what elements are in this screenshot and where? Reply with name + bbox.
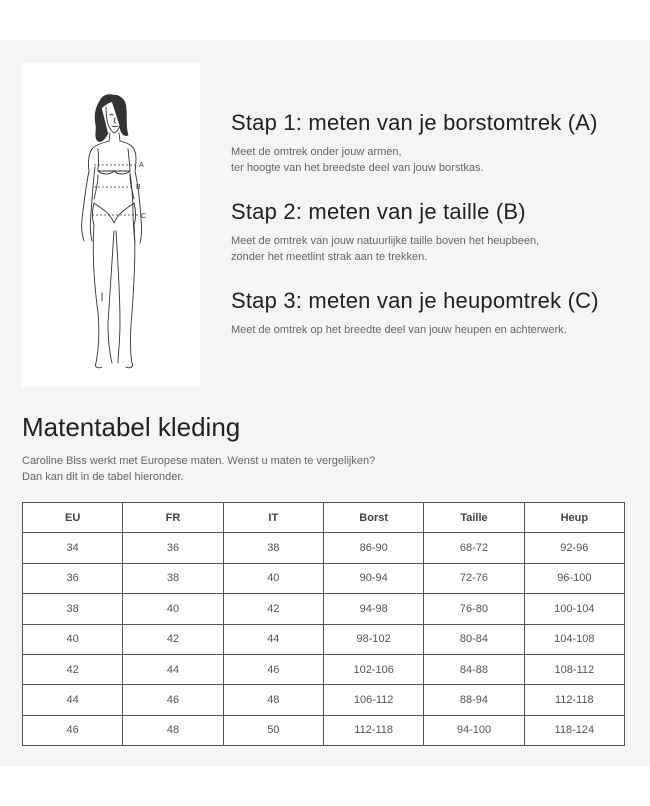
table-cell: 92-96 bbox=[524, 533, 624, 563]
table-row bbox=[23, 594, 625, 624]
step-description-line: Meet de omtrek op het breedte deel van jouw heupen en achterwerk. bbox=[231, 324, 567, 336]
table-cell: 40 bbox=[23, 624, 123, 654]
table-cell: 108-112 bbox=[524, 654, 624, 684]
table-cell: 42 bbox=[223, 594, 323, 624]
table-cell: 76-80 bbox=[424, 594, 524, 624]
table-cell: 34 bbox=[23, 533, 123, 563]
table-cell: 46 bbox=[123, 685, 223, 715]
table-cell: 86-90 bbox=[323, 533, 423, 563]
step-description bbox=[231, 144, 631, 176]
table-cell: 72-76 bbox=[424, 563, 524, 593]
table-row bbox=[23, 715, 625, 745]
table-cell: 44 bbox=[123, 654, 223, 684]
table-cell: 98-102 bbox=[323, 624, 423, 654]
table-cell: 48 bbox=[223, 685, 323, 715]
step-title: Stap 3: meten van je heupomtrek (C) bbox=[231, 288, 599, 313]
table-cell: 106-112 bbox=[323, 685, 423, 715]
table-cell: 94-98 bbox=[323, 594, 423, 624]
table-cell: 46 bbox=[23, 715, 123, 745]
table-cell: 94-100 bbox=[424, 715, 524, 745]
intro-line: Dan kan dit in de tabel hieronder. bbox=[22, 471, 184, 483]
table-cell: 112-118 bbox=[524, 685, 624, 715]
table-cell: 112-118 bbox=[323, 715, 423, 745]
step-description-line: Meet de omtrek van jouw natuurlijke taille boven het heupbeen, bbox=[231, 235, 540, 247]
step-hips bbox=[231, 288, 631, 338]
step-waist bbox=[231, 199, 631, 265]
header-it: IT bbox=[223, 503, 323, 533]
table-row bbox=[23, 563, 625, 593]
body-outline-illustration bbox=[22, 63, 200, 387]
measure-label-b: B bbox=[136, 184, 141, 191]
step-title: Stap 2: meten van je taille (B) bbox=[231, 199, 526, 224]
table-row bbox=[23, 624, 625, 654]
table-row bbox=[23, 685, 625, 715]
step-title: Stap 1: meten van je borstomtrek (A) bbox=[231, 110, 598, 135]
table-header-row bbox=[23, 503, 625, 533]
table-row bbox=[23, 533, 625, 563]
step-bust bbox=[231, 110, 631, 176]
table-cell: 42 bbox=[123, 624, 223, 654]
step-description bbox=[231, 322, 631, 338]
table-cell: 46 bbox=[223, 654, 323, 684]
step-description-line: Meet de omtrek onder jouw armen, bbox=[231, 146, 402, 158]
table-cell: 44 bbox=[23, 685, 123, 715]
table-cell: 118-124 bbox=[524, 715, 624, 745]
header-heup: Heup bbox=[524, 503, 624, 533]
header-eu: EU bbox=[23, 503, 123, 533]
table-cell: 38 bbox=[23, 594, 123, 624]
measure-label-a: A bbox=[139, 162, 144, 169]
step-description bbox=[231, 233, 631, 265]
table-cell: 80-84 bbox=[424, 624, 524, 654]
size-table-title: Matentabel kleding bbox=[22, 412, 241, 442]
table-cell: 88-94 bbox=[424, 685, 524, 715]
table-cell: 50 bbox=[223, 715, 323, 745]
intro-line: Caroline Biss werkt met Europese maten. Wenst u maten te vergelijken? bbox=[22, 455, 376, 467]
measurement-figure bbox=[22, 63, 200, 387]
size-table-intro bbox=[22, 453, 375, 485]
table-cell: 90-94 bbox=[323, 563, 423, 593]
table-cell: 38 bbox=[223, 533, 323, 563]
table-cell: 100-104 bbox=[524, 594, 624, 624]
table-cell: 44 bbox=[223, 624, 323, 654]
table-cell: 48 bbox=[123, 715, 223, 745]
step-description-line: zonder het meetlint strak aan te trekken. bbox=[231, 251, 428, 263]
header-taille: Taille bbox=[424, 503, 524, 533]
step-description-line: ter hoogte van het breedste deel van jouw borstkas. bbox=[231, 162, 484, 174]
table-cell: 84-88 bbox=[424, 654, 524, 684]
table-cell: 96-100 bbox=[524, 563, 624, 593]
table-row bbox=[23, 654, 625, 684]
table-cell: 68-72 bbox=[424, 533, 524, 563]
header-fr: FR bbox=[123, 503, 223, 533]
table-cell: 42 bbox=[23, 654, 123, 684]
size-table bbox=[22, 502, 625, 746]
header-borst: Borst bbox=[323, 503, 423, 533]
measure-label-c: C bbox=[141, 213, 147, 220]
table-cell: 104-108 bbox=[524, 624, 624, 654]
table-cell: 36 bbox=[123, 533, 223, 563]
table-cell: 38 bbox=[123, 563, 223, 593]
table-cell: 40 bbox=[223, 563, 323, 593]
table-cell: 102-106 bbox=[323, 654, 423, 684]
table-cell: 40 bbox=[123, 594, 223, 624]
table-cell: 36 bbox=[23, 563, 123, 593]
